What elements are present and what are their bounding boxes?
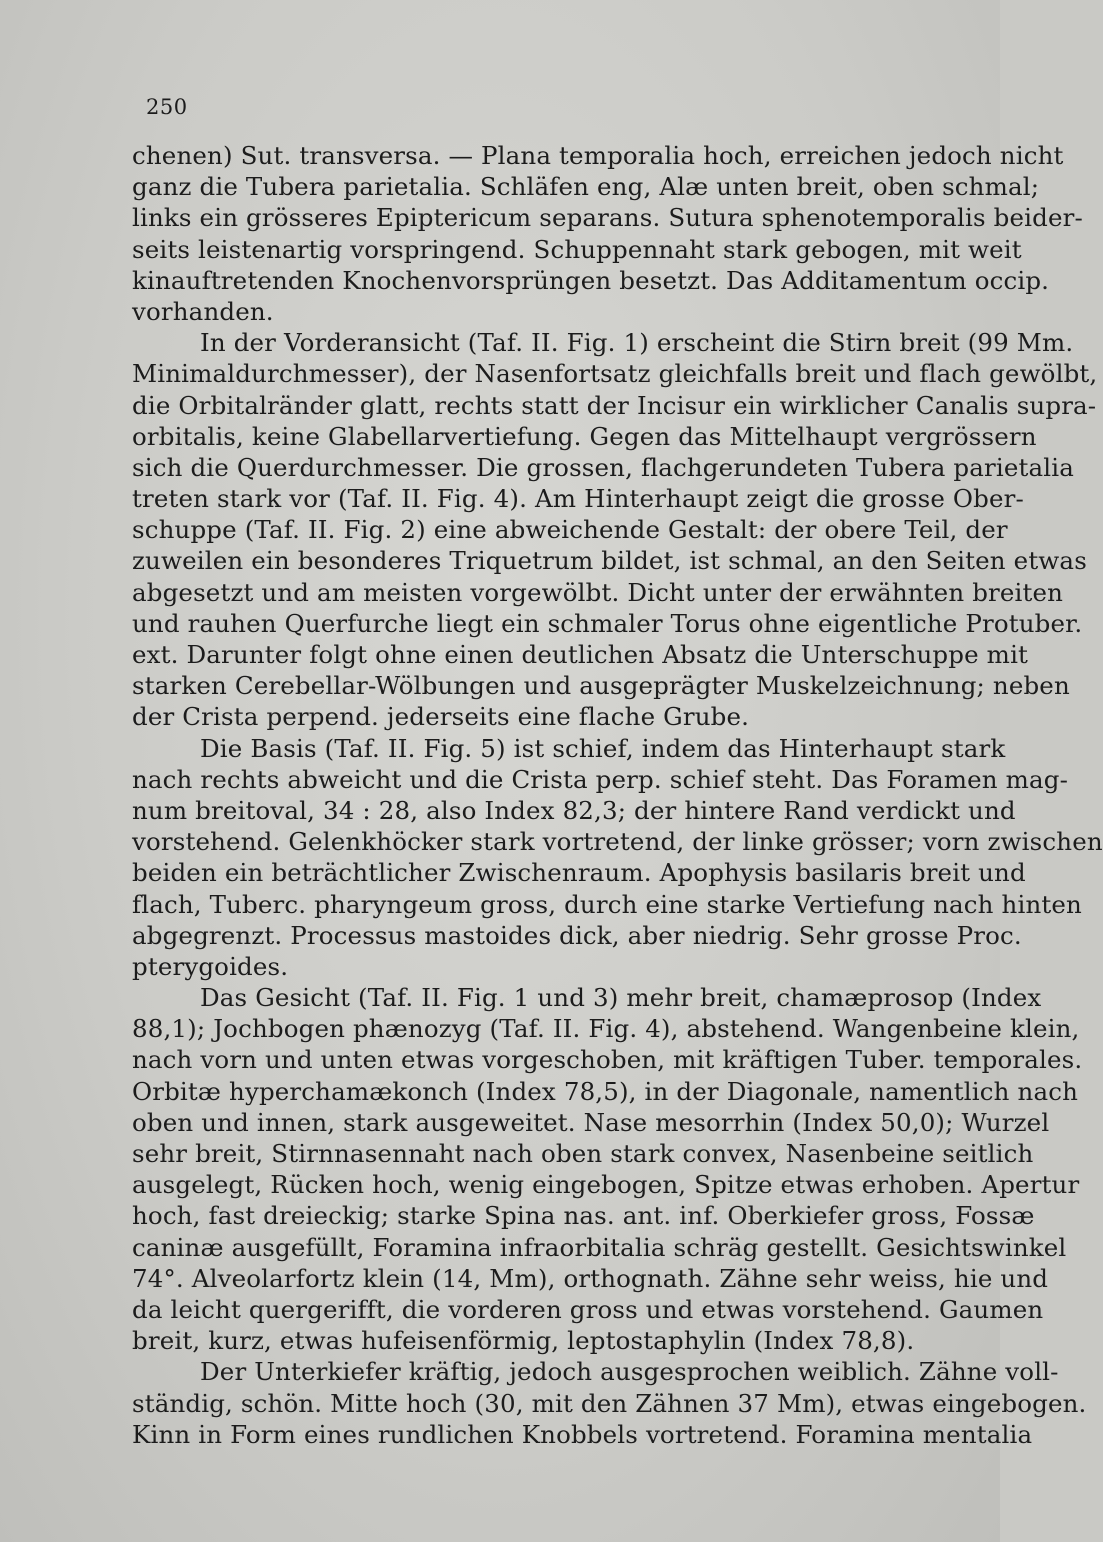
text-line: beiden ein beträchtlicher Zwischenraum. Apophysis basilaris breit und — [132, 858, 1026, 888]
text-line: num breitoval, 34 : 28, also Index 82,3; der hintere Rand verdickt und — [132, 795, 1016, 825]
text-line: pterygoides. — [132, 951, 289, 981]
text-line: schuppe (Taf. II. Fig. 2) eine abweichende Gestalt: der obere Teil, der — [132, 515, 1008, 545]
page-number: 250 — [146, 95, 188, 119]
text-line: nach vorn und unten etwas vorgeschoben, mit kräftigen Tuber. temporales. — [132, 1045, 1083, 1075]
text-line: nach rechts abweicht und die Crista perp. schief steht. Das Foramen mag- — [132, 764, 1069, 794]
paragraph — [132, 140, 1083, 327]
text-line: In der Vorderansicht (Taf. II. Fig. 1) erscheint die Stirn breit (99 Mm. — [200, 328, 1074, 358]
text-line: abgegrenzt. Processus mastoides dick, aber niedrig. Sehr grosse Proc. — [132, 920, 1022, 950]
text-line: Kinn in Form eines rundlichen Knobbels vortretend. Foramina mentalia — [132, 1419, 1033, 1449]
text-line: abgesetzt und am meisten vorgewölbt. Dicht unter der erwähnten breiten — [132, 577, 1064, 607]
text-line: flach, Tuberc. pharyngeum gross, durch eine starke Vertiefung nach hinten — [132, 889, 1082, 919]
paragraph — [132, 733, 1103, 983]
text-line: seits leistenartig vorspringend. Schuppennaht stark gebogen, mit weit — [132, 234, 1022, 264]
text-line: vorhanden. — [132, 296, 274, 326]
text-line: treten stark vor (Taf. II. Fig. 4). Am Hinterhaupt zeigt die grosse Ober- — [132, 484, 1024, 514]
text-line: ganz die Tubera parietalia. Schläfen eng, Alæ unten breit, oben schmal; — [132, 172, 1040, 202]
paragraph — [132, 982, 1083, 1356]
text-line: starken Cerebellar-Wölbungen und ausgeprägter Muskelzeichnung; neben — [132, 671, 1070, 701]
text-line: kinauftretenden Knochenvorsprüngen besetzt. Das Additamentum occip. — [132, 265, 1050, 295]
text-line: zuweilen ein besonderes Triquetrum bildet, ist schmal, an den Seiten etwas — [132, 546, 1087, 576]
text-line: und rauhen Querfurche liegt ein schmaler Torus ohne eigentliche Protuber. — [132, 608, 1083, 638]
text-line: der Crista perpend. jederseits eine flache Grube. — [132, 702, 750, 732]
text-line: caninæ ausgefüllt, Foramina infraorbitalia schräg gestellt. Gesichtswinkel — [132, 1232, 1067, 1262]
text-line: breit, kurz, etwas hufeisenförmig, leptostaphylin (Index 78,8). — [132, 1326, 915, 1356]
text-line: Minimaldurchmesser), der Nasenfortsatz gleichfalls breit und flach gewölbt, — [132, 359, 1098, 389]
text-line: links ein grösseres Epiptericum separans. Sutura sphenotemporalis beider- — [132, 203, 1083, 233]
text-line: die Orbitalränder glatt, rechts statt der Incisur ein wirklicher Canalis supra- — [132, 390, 1097, 420]
text-line: da leicht quergerifft, die vorderen gross und etwas vorstehend. Gaumen — [132, 1294, 1044, 1324]
text-line: sehr breit, Stirnnasennaht nach oben stark convex, Nasenbeine seitlich — [132, 1139, 1034, 1168]
body-text — [132, 140, 1103, 1450]
text-line: Der Unterkiefer kräftig, jedoch ausgesprochen weiblich. Zähne voll- — [200, 1357, 1059, 1387]
paragraph — [132, 1356, 1087, 1450]
text-line: oben und innen, stark ausgeweitet. Nase mesorrhin (Index 50,0); Wurzel — [132, 1107, 1050, 1137]
text-line: hoch, fast dreieckig; starke Spina nas. ant. inf. Oberkiefer gross, Fossæ — [132, 1201, 1035, 1231]
paragraph — [132, 327, 1098, 732]
text-line: Das Gesicht (Taf. II. Fig. 1 und 3) mehr breit, chamæprosop (Index — [200, 983, 1042, 1013]
text-line: ausgelegt, Rücken hoch, wenig eingebogen, Spitze etwas erhoben. Apertur — [132, 1170, 1080, 1200]
text-line: sich die Querdurchmesser. Die grossen, flachgerundeten Tubera parietalia — [132, 452, 1074, 482]
text-line: chenen) Sut. transversa. — Plana temporalia hoch, erreichen jedoch nicht — [132, 141, 1064, 170]
text-line: Die Basis (Taf. II. Fig. 5) ist schief, indem das Hinterhaupt stark — [200, 733, 1006, 763]
text-line: vorstehend. Gelenkhöcker stark vortretend, der linke grösser; vorn zwischen — [132, 827, 1103, 857]
text-line: 88,1); Jochbogen phænozyg (Taf. II. Fig. 4), abstehend. Wangenbeine klein, — [132, 1014, 1080, 1044]
text-line: orbitalis, keine Glabellarvertiefung. Gegen das Mittelhaupt vergrössern — [132, 421, 1037, 451]
text-line: Orbitæ hyperchamækonch (Index 78,5), in der Diagonale, namentlich nach — [132, 1076, 1078, 1106]
text-line: ext. Darunter folgt ohne einen deutlichen Absatz die Unterschuppe mit — [132, 640, 1029, 669]
text-line: 74°. Alveolarfortz klein (14, Mm), orthognath. Zähne sehr weiss, hie und — [132, 1263, 1049, 1293]
text-line: ständig, schön. Mitte hoch (30, mit den Zähnen 37 Mm), etwas eingebogen. — [132, 1388, 1087, 1418]
